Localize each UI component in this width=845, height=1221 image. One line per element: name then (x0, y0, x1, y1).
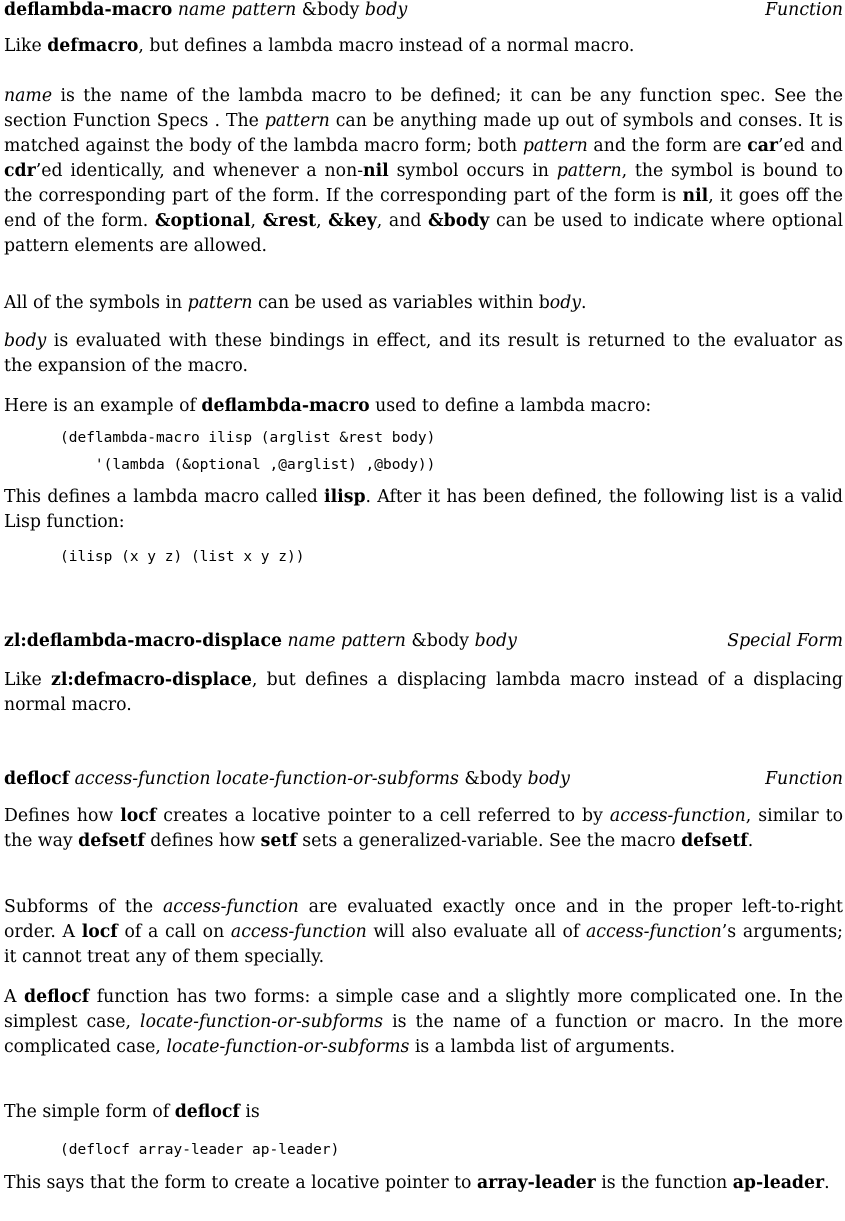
paragraph-5: Here is an example of deflambda-macro used to define a lambda macro: (4, 396, 652, 416)
entry-signature (4, 0, 407, 20)
entry-args-after: body (474, 631, 517, 651)
entry-args: access-function locate-function-or-subforms (74, 769, 459, 789)
paragraph-2: name is the name of the lambda macro to be defined; it can be any function spec. See the section Function Specs . The pattern can be anything made up out of symbols and conses. It is matched against the body of the lambda macro form; both pattern and the form are car’ed and cdr’ed identically, and whenever a non-nil symbol occurs in pattern, the symbol is bound to the corresponding part of the form. If the corresponding part of the form is nil, it goes off the end of the form. &optional, &rest, &key, and &body can be used to indicate where optional pattern elements are allowed. (4, 86, 843, 256)
entry-name: deflambda-macro (4, 0, 173, 20)
paragraph-11: The simple form of deflocf is (4, 1102, 260, 1122)
entry-header-deflambda-macro (4, 0, 843, 20)
code-line: '(lambda (&optional ,@arglist) ,@body)) (60, 457, 436, 473)
entry-body-keyword: &body (301, 0, 360, 20)
entry-body-keyword: &body (411, 631, 470, 651)
entry-header-zl-deflambda-macro-displace (4, 631, 843, 651)
entry-kind: Special Form (727, 631, 843, 651)
paragraph-10: A deflocf function has two forms: a simple case and a slightly more complicated one. In the simplest case, locate-function-or-subforms is the name of a function or macro. In the more complicated case, locate-function-or-subforms is a lambda list of arguments. (4, 987, 843, 1057)
entry-header-deflocf (4, 769, 843, 789)
paragraph-7: Like zl:defmacro-displace, but defines a displacing lambda macro instead of a displacing normal macro. (4, 670, 843, 715)
paragraph-8: Defines how locf creates a locative pointer to a cell referred to by access-function, similar to the way defsetf defines how setf sets a generalized-variable. See the macro defsetf. (4, 806, 843, 851)
entry-args: name pattern (177, 0, 297, 20)
code-example-3: (deflocf array-leader ap-leader) (60, 1142, 340, 1158)
entry-args: name pattern (287, 631, 406, 651)
paragraph-4: body is evaluated with these bindings in effect, and its result is returned to the evaluator as the expansion of the macro. (4, 331, 843, 376)
entry-body-keyword: &body (464, 769, 523, 789)
entry-args-after: body (364, 0, 408, 20)
entry-name: deflocf (4, 769, 70, 789)
paragraph-6: This defines a lambda macro called ilisp. After it has been defined, the following list is a valid Lisp function: (4, 487, 843, 532)
paragraph-3: All of the symbols in pattern can be used as variables within body. (4, 293, 587, 313)
code-example-1 (4, 425, 845, 479)
entry-signature (4, 631, 517, 651)
paragraph-12: This says that the form to create a locative pointer to array-leader is the function ap-leader. (4, 1173, 830, 1193)
entry-kind: Function (765, 0, 843, 20)
entry-signature (4, 769, 570, 789)
paragraph-1: Like defmacro, but defines a lambda macro instead of a normal macro. (4, 36, 635, 56)
code-example-2: (ilisp (x y z) (list x y z)) (60, 549, 305, 565)
code-line: (deflambda-macro ilisp (arglist &rest body) (60, 430, 436, 446)
entry-kind: Function (765, 769, 843, 789)
entry-args-after: body (527, 769, 570, 789)
paragraph-9: Subforms of the access-function are evaluated exactly once and in the proper left-to-right order. A locf of a call on access-function will also evaluate all of access-function’s arguments; it cannot treat any of them specially. (4, 897, 843, 967)
entry-name: zl:deflambda-macro-displace (4, 631, 282, 651)
